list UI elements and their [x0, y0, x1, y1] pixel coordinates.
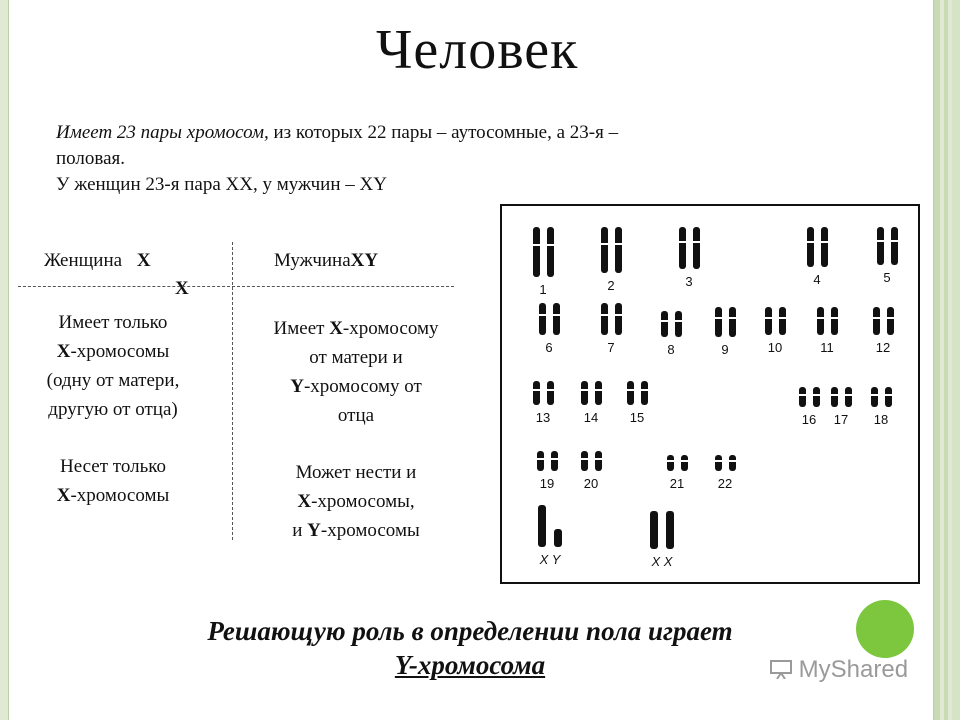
chromosome-label-5: 5: [883, 270, 891, 285]
chromosome-pair-4: [800, 226, 834, 268]
female-chromo-bottom: X: [175, 278, 189, 299]
chromosome-pair-12: [866, 306, 900, 336]
male-description: Имеет Х-хромосому от матери и Y-хромосому от отца: [273, 318, 439, 426]
myshared-logo: MyShared: [770, 656, 908, 684]
chromosome-pair-5: [870, 226, 904, 266]
intro-line2: половая.: [56, 148, 126, 169]
chromosome-pair-3: [672, 226, 706, 270]
conclusion: Решающую роль в определении пола играет Y-хромосома: [0, 614, 940, 682]
chromosome-pair-20: [574, 450, 608, 472]
chromosome-label-19: 19: [539, 476, 555, 491]
chromosome-label-7: 7: [607, 340, 615, 355]
chromosome-label-4: 4: [813, 272, 821, 287]
chromosome-label-15: 15: [629, 410, 645, 425]
intro-text: [56, 120, 876, 198]
sex-label-male: X Y: [539, 552, 561, 567]
chromosome-label-16: 16: [801, 412, 817, 427]
female-carries: Несет только Х-хромосомы: [56, 456, 170, 506]
chromosome-label-2: 2: [607, 278, 615, 293]
decor-stripe: [952, 0, 960, 720]
decor-stripe: [934, 0, 940, 720]
chromosome-pair-6: [532, 302, 566, 336]
chromosome-label-13: 13: [535, 410, 551, 425]
male-carries: Может нести и Х-хромосомы, и Y-хромосомы: [292, 462, 420, 541]
chromosome-pair-2: [594, 226, 628, 274]
table-divider-horizontal: [18, 286, 454, 287]
chromosome-label-9: 9: [721, 342, 729, 357]
chromosome-label-14: 14: [583, 410, 599, 425]
chromosome-pair-1: [526, 226, 560, 278]
chromosome-pair-17: [824, 386, 858, 408]
chromosome-pair-22: [708, 454, 742, 472]
chromosome-pair-15: [620, 380, 654, 406]
intro-line3: У женщин 23-я пара ХХ, у мужчин – ХY: [56, 174, 387, 195]
intro-italic: Имеет 23 пары хромосом,: [56, 122, 269, 143]
chromosome-pair-16: [792, 386, 826, 408]
slide-title: Человек: [376, 19, 579, 81]
female-header: Женщина X: [44, 250, 151, 271]
sex-chromosomes-male: [530, 504, 570, 548]
female-chromo-top: X: [136, 250, 151, 271]
chromosome-label-3: 3: [685, 274, 693, 289]
chromosome-label-11: 11: [820, 340, 834, 355]
chromosome-label-20: 20: [583, 476, 599, 491]
chromosome-pair-13: [526, 380, 560, 406]
karyotype-image: [500, 204, 920, 584]
chromosome-label-17: 17: [833, 412, 849, 427]
male-header: МужчинаXY: [274, 250, 379, 271]
chromosome-pair-7: [594, 302, 628, 336]
chromosome-label-22: 22: [717, 476, 733, 491]
decor-circle: [856, 600, 914, 658]
chromosome-label-18: 18: [873, 412, 889, 427]
sex-label-female: X X: [651, 554, 673, 569]
chromosome-label-1: 1: [539, 282, 547, 297]
female-description: Имеет только Х-хромосомы (одну от матери, другую от отца): [46, 312, 180, 420]
table-divider-vertical: [232, 242, 233, 540]
decor-stripe: [944, 0, 948, 720]
chromosome-pair-8: [654, 310, 688, 338]
intro-line1: из которых 22 пары – аутосомные, а 23-я –: [268, 122, 619, 143]
male-chromo: XY: [350, 250, 379, 271]
chromosome-pair-19: [530, 450, 564, 472]
conclusion-y: Y-хромосома: [394, 650, 546, 680]
chromosome-label-6: 6: [545, 340, 553, 355]
chromosome-pair-21: [660, 454, 694, 472]
chromosome-pair-10: [758, 306, 792, 336]
chromosome-pair-14: [574, 380, 608, 406]
chromosome-label-10: 10: [767, 340, 783, 355]
chromosome-label-21: 21: [669, 476, 685, 491]
sex-chromosomes-female: [642, 510, 682, 550]
presentation-icon: [770, 659, 792, 679]
chromosome-pair-11: [810, 306, 844, 336]
chromosome-pair-9: [708, 306, 742, 338]
chromosome-pair-18: [864, 386, 898, 408]
chromosome-label-12: 12: [875, 340, 891, 355]
chromosome-label-8: 8: [667, 342, 675, 357]
